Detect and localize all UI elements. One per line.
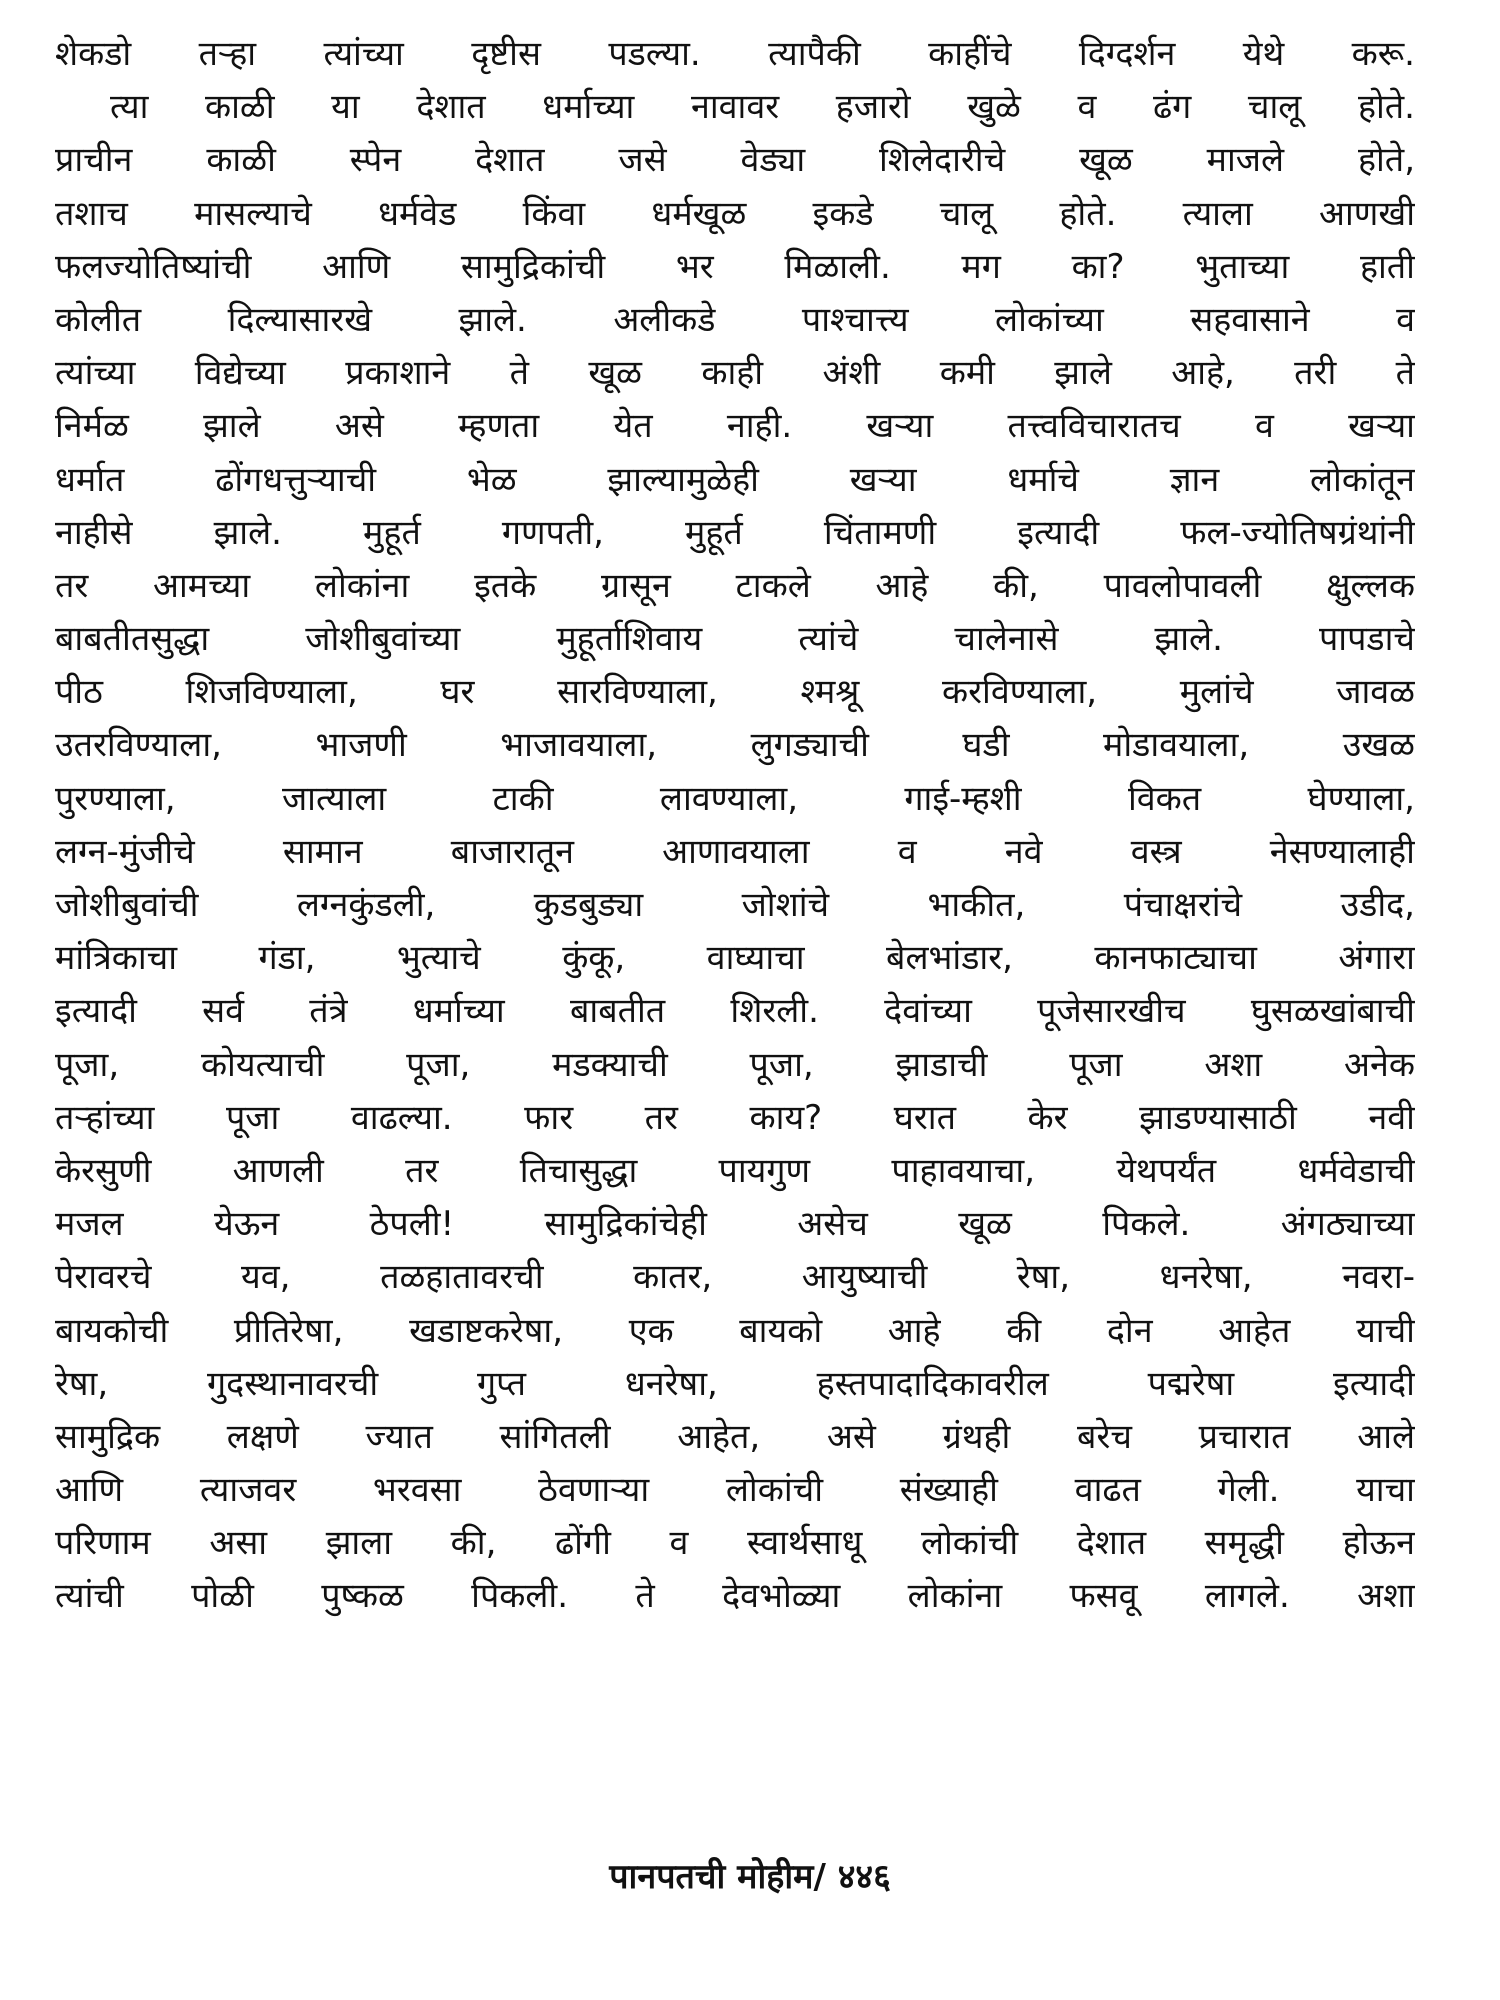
text-line: मजल येऊन ठेपली! सामुद्रिकांचेही असेच खूळ पिकले. अंगठ्याच्या	[55, 1204, 1415, 1245]
text-line: तर आमच्या लोकांना इतके ग्रासून टाकले आहे की, पावलोपावली क्षुल्लक	[55, 565, 1415, 606]
text-line: मांत्रिकाचा गंडा, भुत्याचे कुंकू, वाघ्याचा बेलभांडार, कानफाट्याचा अंगारा	[55, 938, 1415, 979]
text-line: प्राचीन काळी स्पेन देशात जसे वेड्या शिलेदारीचे खूळ माजले होते,	[55, 140, 1415, 181]
text-line: निर्मळ झाले असे म्हणता येत नाही. खऱ्या तत्त्वविचारातच व खऱ्या	[55, 406, 1415, 447]
text-line: रेषा, गुदस्थानावरची गुप्त धनरेषा, हस्तपादादिकावरील पद्मरेषा इत्यादी	[55, 1363, 1415, 1404]
text-line: लग्न-मुंजीचे सामान बाजारातून आणावयाला व नवे वस्त्र नेसण्यालाही	[55, 831, 1415, 872]
text-line: त्या काळी या देशात धर्माच्या नावावर हजारो खुळे व ढंग चालू होते.	[110, 87, 1415, 128]
body-text	[55, 28, 1415, 1624]
page-footer: पानपतची मोहीम/ ४४६	[609, 1857, 891, 1897]
text-line: त्यांची पोळी पुष्कळ पिकली. ते देवभोळ्या लोकांना फसवू लागले. अशा	[55, 1576, 1415, 1617]
text-line: उतरविण्याला, भाजणी भाजावयाला, लुगड्याची घडी मोडावयाला, उखळ	[55, 725, 1415, 766]
text-line: कोलीत दिल्यासारखे झाले. अलीकडे पाश्चात्त्य लोकांच्या सहवासाने व	[55, 299, 1415, 340]
text-line: परिणाम असा झाला की, ढोंगी व स्वार्थसाधू लोकांची देशात समृद्धी होऊन	[55, 1523, 1415, 1564]
text-line: शेकडो तऱ्हा त्यांच्या दृष्टीस पडल्या. त्यापैकी काहींचे दिग्दर्शन येथे करू.	[55, 34, 1415, 74]
text-line: जोशीबुवांची लग्नकुंडली, कुडबुड्या जोशांचे भाकीत, पंचाक्षरांचे उडीद,	[55, 885, 1415, 925]
text-line: आणि त्याजवर भरवसा ठेवणाऱ्या लोकांची संख्याही वाढत गेली. याचा	[55, 1470, 1415, 1511]
text-line: इत्यादी सर्व तंत्रे धर्माच्या बाबतीत शिरली. देवांच्या पूजेसारखीच घुसळखांबाची	[55, 991, 1415, 1032]
text-line: पुरण्याला, जात्याला टाकी लावण्याला, गाई-म्हशी विकत घेण्याला,	[55, 778, 1415, 819]
text-line: त्यांच्या विद्येच्या प्रकाशाने ते खूळ काही अंशी कमी झाले आहे, तरी ते	[55, 353, 1415, 394]
text-line: पीठ शिजविण्याला, घर सारविण्याला, श्मश्रू करविण्याला, मुलांचे जावळ	[55, 672, 1415, 713]
text-line: नाहीसे झाले. मुहूर्त गणपती, मुहूर्त चिंतामणी इत्यादी फल-ज्योतिषग्रंथांनी	[55, 512, 1415, 553]
text-line: तशाच मासल्याचे धर्मवेड किंवा धर्मखूळ इकडे चालू होते. त्याला आणखी	[55, 193, 1415, 234]
text-line: पेरावरचे यव, तळहातावरची कातर, आयुष्याची रेषा, धनरेषा, नवरा-	[55, 1257, 1415, 1298]
text-line: धर्मात ढोंगधत्तुऱ्याची भेळ झाल्यामुळेही खऱ्या धर्माचे ज्ञान लोकांतून	[55, 459, 1415, 500]
text-line: केरसुणी आणली तर तिचासुद्धा पायगुण पाहावयाचा, येथपर्यंत धर्मवेडाची	[55, 1150, 1415, 1191]
text-line: सामुद्रिक लक्षणे ज्यात सांगितली आहेत, असे ग्रंथही बरेच प्रचारात आले	[55, 1416, 1415, 1457]
text-line: पूजा, कोयत्याची पूजा, मडक्याची पूजा, झाडाची पूजा अशा अनेक	[55, 1044, 1415, 1085]
text-line: तऱ्हांच्या पूजा वाढल्या. फार तर काय? घरात केर झाडण्यासाठी नवी	[55, 1097, 1415, 1138]
text-line: बायकोची प्रीतिरेषा, खडाष्टकरेषा, एक बायको आहे की दोन आहेत याची	[55, 1310, 1415, 1351]
text-line: फलज्योतिष्यांची आणि सामुद्रिकांची भर मिळाली. मग का? भुताच्या हाती	[55, 246, 1415, 287]
text-line: बाबतीतसुद्धा जोशीबुवांच्या मुहूर्ताशिवाय त्यांचे चालेनासे झाले. पापडाचे	[55, 619, 1415, 660]
